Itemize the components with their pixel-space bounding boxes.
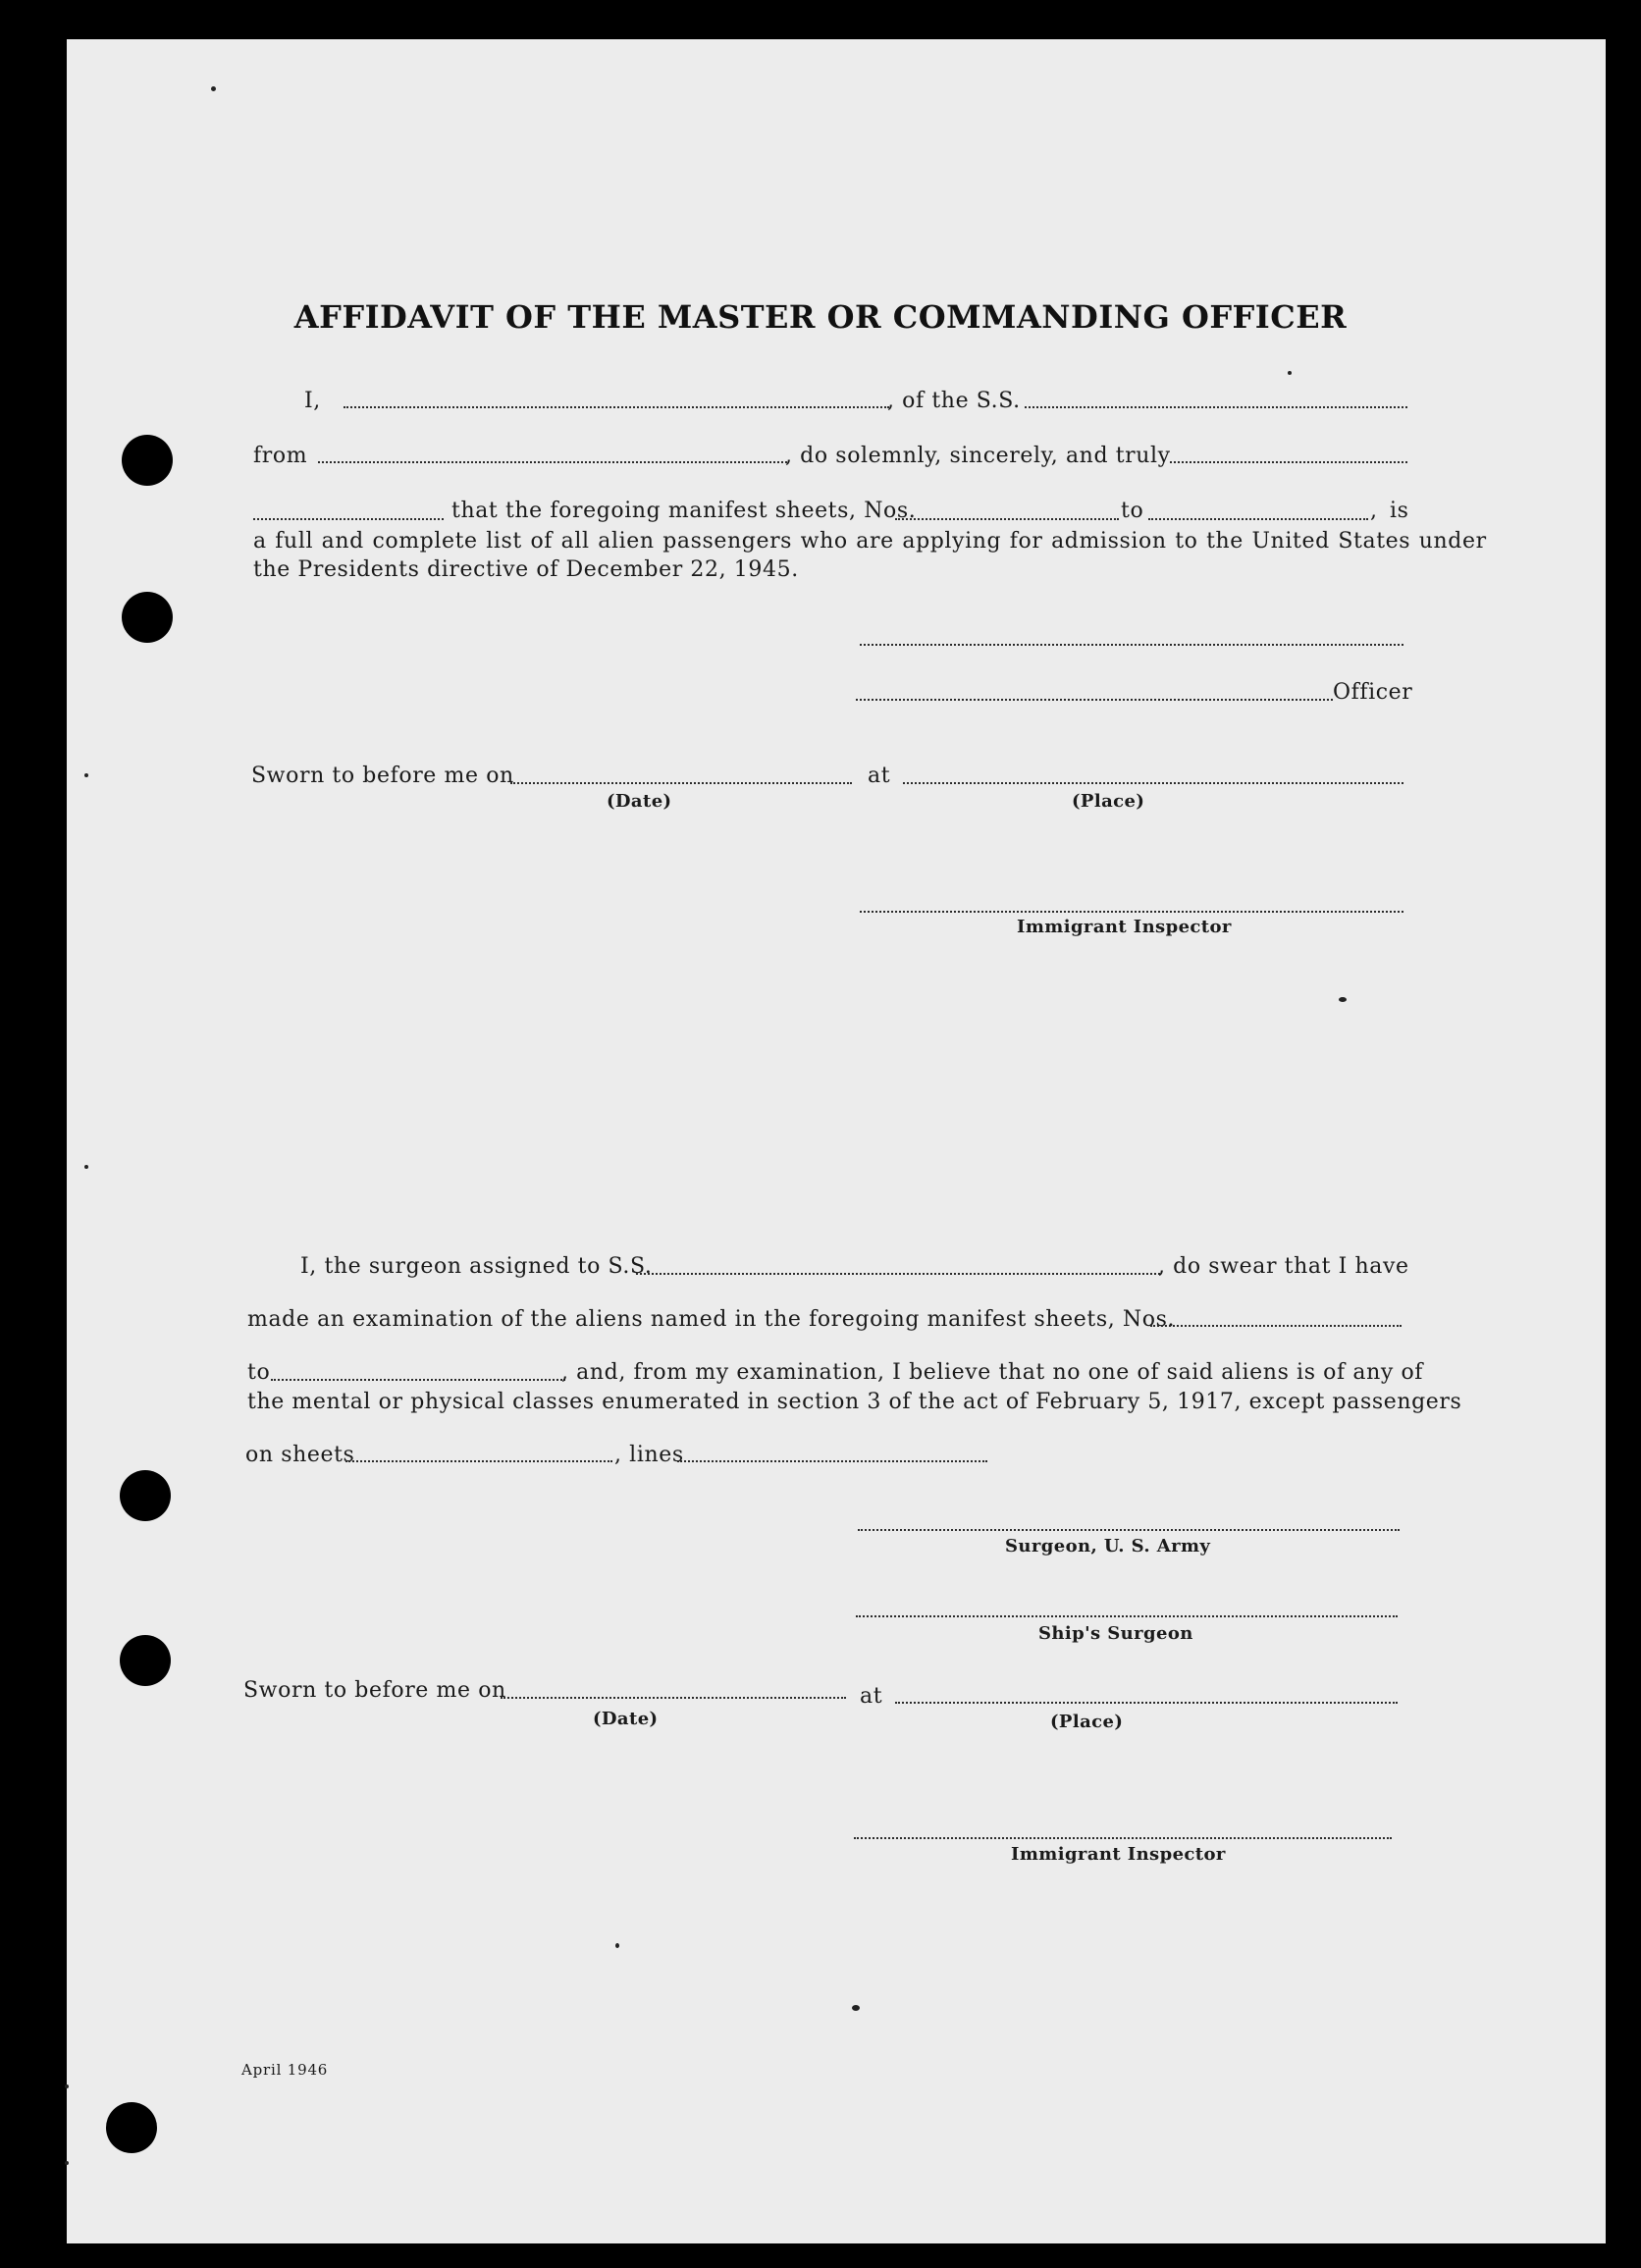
ship-surgeon-signature-field[interactable]	[856, 1615, 1398, 1617]
paper-speck	[84, 773, 88, 777]
form-title: AFFIDAVIT OF THE MASTER OR COMMANDING OFFICER	[293, 298, 1348, 336]
paper-speck	[1288, 371, 1292, 375]
officer-signature-field[interactable]	[860, 644, 1403, 646]
paper-speck	[1339, 997, 1347, 1002]
sheets-from-field[interactable]	[895, 518, 1119, 520]
master-to: to	[1121, 499, 1144, 523]
paper-speck	[211, 86, 216, 91]
paper-speck	[84, 1165, 88, 1169]
master-name-field[interactable]	[344, 406, 889, 408]
sworn2-at: at	[860, 1684, 883, 1709]
sworn2-date-label: (Date)	[593, 1709, 659, 1729]
form-page	[67, 39, 1606, 2243]
sworn1-place-label: (Place)	[1072, 791, 1145, 812]
ship-surgeon-label: Ship's Surgeon	[1038, 1623, 1193, 1644]
inspector1-signature-field[interactable]	[860, 911, 1403, 913]
from-port-field[interactable]	[318, 461, 787, 463]
oath-field[interactable]	[1170, 461, 1407, 463]
sworn1-text: Sworn to before me on	[251, 764, 514, 788]
surgeon-to: to	[247, 1360, 271, 1385]
declare-field[interactable]	[253, 518, 444, 520]
sworn1-at: at	[868, 764, 891, 788]
ship-name-field[interactable]	[1025, 406, 1407, 408]
army-surgeon-signature-field[interactable]	[858, 1529, 1400, 1531]
sworn2-place-label: (Place)	[1050, 1712, 1124, 1732]
master-comma: ,	[1370, 499, 1378, 523]
inspector1-label: Immigrant Inspector	[1017, 917, 1232, 937]
sworn1-place-field[interactable]	[903, 782, 1403, 784]
inspector2-label: Immigrant Inspector	[1011, 1844, 1226, 1865]
surgeon-on-sheets: on sheets	[245, 1443, 355, 1467]
master-i: I,	[304, 389, 321, 413]
form-date: April 1946	[241, 2061, 329, 2079]
master-line4: a full and complete list of all alien passengers who are applying for admission to the United States under	[253, 529, 1487, 554]
surgeon-sheets-from-field[interactable]	[1150, 1325, 1402, 1327]
surgeon-line3b: , and, from my examination, I believe that no one of said aliens is of any of	[561, 1360, 1424, 1385]
master-solemnly: , do solemnly, sincerely, and truly	[785, 444, 1171, 468]
surgeon-ship-field[interactable]	[636, 1273, 1160, 1275]
punch-hole	[122, 435, 173, 486]
punch-hole	[120, 1470, 171, 1521]
punch-hole	[120, 1635, 171, 1686]
sworn1-date-label: (Date)	[607, 791, 672, 812]
punch-hole	[106, 2102, 157, 2153]
army-surgeon-label: Surgeon, U. S. Army	[1005, 1536, 1211, 1556]
surgeon-line1b: , do swear that I have	[1158, 1254, 1409, 1279]
paper-speck	[615, 1943, 619, 1948]
punch-hole	[122, 592, 173, 643]
surgeon-lines-field[interactable]	[677, 1460, 987, 1462]
paper-speck	[65, 2161, 69, 2165]
surgeon-lines: , lines	[614, 1443, 684, 1467]
master-line5: the Presidents directive of December 22, 1945.	[253, 557, 799, 582]
master-of-ss: , of the S.S.	[887, 389, 1021, 413]
surgeon-on-sheets-field[interactable]	[345, 1460, 612, 1462]
paper-speck	[65, 2084, 69, 2088]
paper-speck	[852, 2005, 860, 2011]
master-manifest: that the foregoing manifest sheets, Nos.	[451, 499, 917, 523]
surgeon-line1a: I, the surgeon assigned to S.S.	[300, 1254, 653, 1279]
surgeon-line4: the mental or physical classes enumerated in section 3 of the act of February 5, 1917, except passengers	[247, 1390, 1462, 1414]
officer-label: Officer	[1333, 680, 1413, 705]
sworn2-date-field[interactable]	[501, 1697, 846, 1699]
master-from: from	[253, 444, 308, 468]
sworn2-text: Sworn to before me on	[243, 1678, 506, 1703]
sheets-to-field[interactable]	[1148, 518, 1368, 520]
surgeon-sheets-to-field[interactable]	[271, 1379, 565, 1381]
master-is: is	[1390, 499, 1409, 523]
officer-name-field[interactable]	[856, 699, 1333, 701]
inspector2-signature-field[interactable]	[854, 1837, 1392, 1839]
surgeon-line2: made an examination of the aliens named in the foregoing manifest sheets, Nos.	[247, 1307, 1176, 1332]
sworn2-place-field[interactable]	[895, 1702, 1398, 1704]
sworn1-date-field[interactable]	[510, 782, 852, 784]
